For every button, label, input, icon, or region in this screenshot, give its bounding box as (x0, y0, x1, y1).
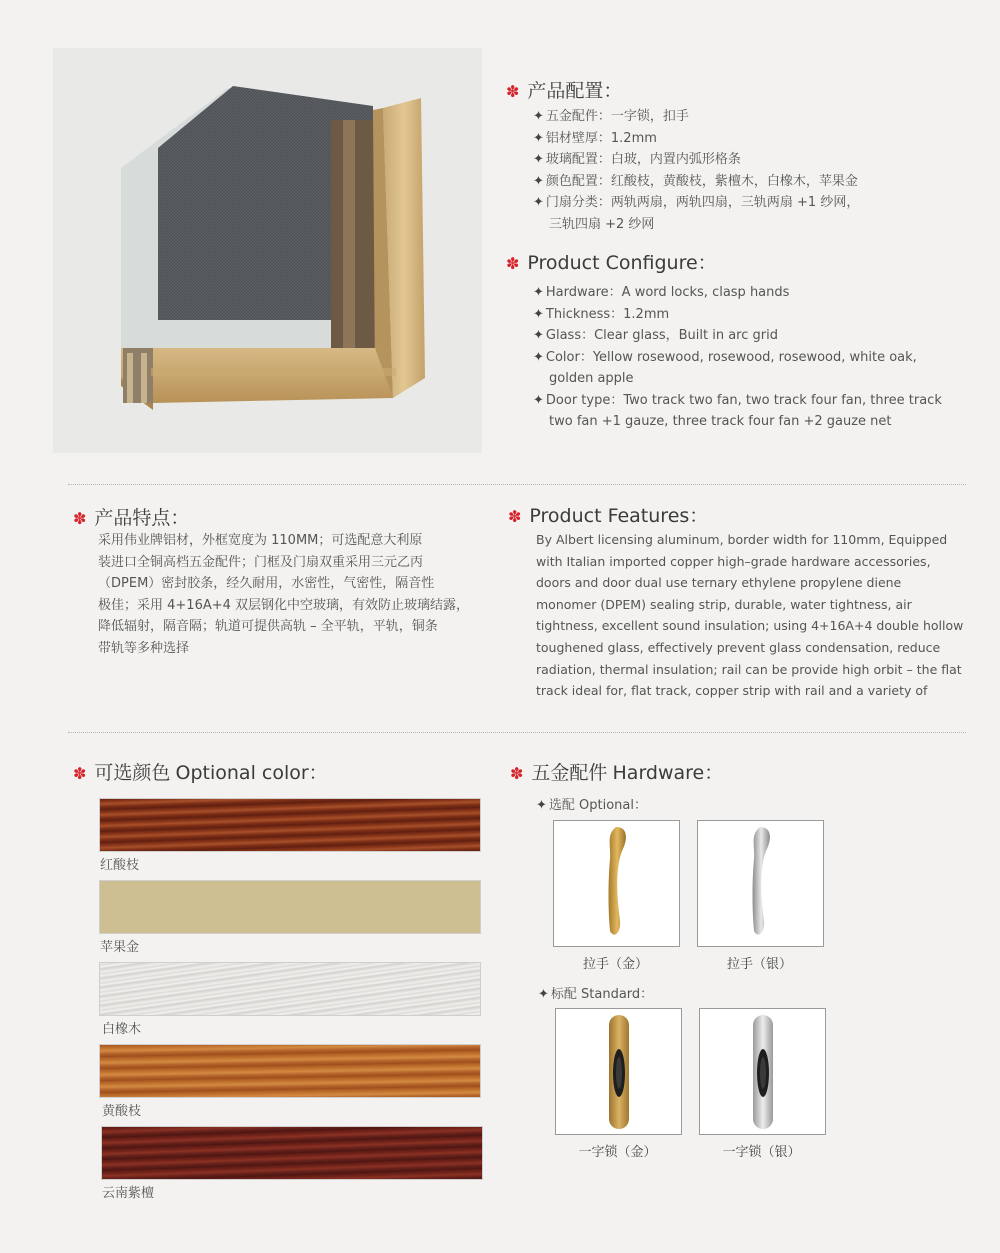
features-cn-title: 产品特点： (94, 507, 190, 529)
color-swatch-red-rosewood (99, 798, 481, 852)
bullet-icon: ✦ (536, 798, 547, 813)
pull-handle-silver-icon (698, 821, 823, 946)
divider (68, 732, 966, 733)
bullet-icon: ✦ (538, 987, 549, 1002)
features-en-body: By Albert licensing aluminum, border width for 110mm, Equipped with Italian imported copper high–grade hardware accessories, doors and door dual use ternary ethylene propylene diene monomer (DPEM) sealing strip, durable, water tightness, air tightness, excellent sound insulation; using 4+16A+4 double hollow toughened glass, effectively prevent glass condensation, reduce radiation, thermal insulation; rail can be provide high orbit – the flat track ideal for, flat track, copper strip with rail and a variety of (536, 532, 964, 699)
handle-gold-image (553, 820, 680, 947)
list-item: ✦ Color：Yellow rosewood, rosewood, rosewood, white oak, (533, 349, 917, 365)
lock-silver-icon (700, 1009, 825, 1134)
list-item-continuation: 三轨四扇 +2 纱网 (549, 216, 655, 232)
divider (68, 484, 966, 485)
colors-title-en: Optional color： (175, 762, 328, 784)
hardware-optional-label: ✦ 选配 Optional： (536, 798, 648, 813)
color-swatch-yunnan-rosewood (101, 1126, 483, 1180)
bullet-icon: ✦ (533, 195, 544, 210)
list-item: ✦ Glass：Clear glass，Built in arc grid (533, 328, 778, 343)
bullet-icon: ✦ (533, 349, 544, 365)
list-item: ✦ Thickness：1.2mm (533, 306, 670, 322)
config-cn-title: 产品配置： (527, 80, 623, 102)
lock-silver-caption: 一字锁（银） (722, 1145, 801, 1160)
bullet-icon: ✦ (533, 109, 544, 124)
lock-gold-image (555, 1008, 682, 1135)
config-en-heading (506, 248, 717, 275)
lock-gold-caption: 一字锁（金） (578, 1145, 657, 1160)
star-icon: ✽ (510, 764, 524, 783)
color-swatch-label: 云南紫檀 (102, 1186, 155, 1201)
star-icon: ✽ (508, 507, 522, 526)
config-en-title: Product Configure： (527, 252, 717, 274)
color-swatch-label: 红酸枝 (100, 858, 140, 873)
colors-heading (73, 758, 328, 785)
star-icon: ✽ (506, 254, 520, 273)
color-swatch-yellow-rosewood (99, 1044, 481, 1098)
list-item-continuation: golden apple (549, 371, 634, 386)
handle-gold-caption: 拉手（金） (582, 957, 648, 972)
config-cn-heading (506, 76, 622, 103)
color-swatch-label: 苹果金 (100, 940, 140, 955)
config-en-list (533, 282, 973, 433)
config-cn-list (533, 106, 973, 235)
list-item-continuation: two fan +1 gauze, three track four fan +2 gauze net (549, 414, 892, 429)
product-image (53, 48, 482, 453)
handle-silver-caption: 拉手（银） (726, 957, 792, 972)
color-swatch-white-oak (99, 962, 481, 1016)
window-frame-illustration (53, 48, 482, 453)
list-item: ✦ 五金配件：一字锁，扣手 (533, 109, 689, 124)
color-swatch-golden-apple (99, 880, 481, 934)
bullet-icon: ✦ (533, 328, 544, 343)
bullet-icon: ✦ (533, 392, 544, 408)
bullet-icon: ✦ (533, 130, 544, 146)
list-item: ✦ 铝材壁厚：1.2mm (533, 130, 657, 146)
features-en-heading (508, 501, 708, 528)
hardware-standard-label: ✦ 标配 Standard： (538, 987, 654, 1002)
list-item: ✦ Hardware：A word locks, clasp hands (533, 285, 790, 300)
star-icon: ✽ (73, 764, 87, 783)
star-icon: ✽ (73, 509, 87, 528)
hardware-title-cn: 五金配件 (531, 762, 608, 784)
hardware-heading (510, 758, 723, 785)
bullet-icon: ✦ (533, 306, 544, 322)
list-item: ✦ 门扇分类：两轨两扇，两轨四扇，三轨两扇 +1 纱网， (533, 195, 860, 210)
color-swatch-label: 白橡木 (102, 1022, 142, 1037)
handle-silver-image (697, 820, 824, 947)
lock-gold-icon (556, 1009, 681, 1134)
bullet-icon: ✦ (533, 173, 544, 189)
list-item: ✦ 玻璃配置：白玻，内置内弧形格条 (533, 152, 741, 167)
bullet-icon: ✦ (533, 285, 544, 300)
bullet-icon: ✦ (533, 152, 544, 167)
features-cn-heading (73, 503, 189, 530)
color-swatch-label: 黄酸枝 (102, 1104, 142, 1119)
pull-handle-gold-icon (554, 821, 679, 946)
features-en-title: Product Features： (529, 505, 709, 527)
list-item: ✦ 颜色配置：红酸枝，黄酸枝，紫檀木，白橡木，苹果金 (533, 173, 858, 189)
colors-title-cn: 可选颜色 (94, 762, 171, 784)
hardware-title-en: Hardware： (612, 762, 724, 784)
star-icon: ✽ (506, 82, 520, 101)
list-item: ✦ Door type：Two track two fan, two track four fan, three track (533, 392, 942, 408)
features-cn-body: 采用伟业牌铝材，外框宽度为 110MM；可选配意大利原 装进口全铜高档五金配件；门框及门扇双重采用三元乙丙 （DPEM）密封胶条，经久耐用，水密性，气密性，隔音性 极佳；采用 4+16A+4 双层钢化中空玻璃，有效防止玻璃结露， 降低辐射，隔音隔；轨道可提供高轨 – 全平轨，平轨，铜条 带轨等多种选择 (98, 533, 470, 656)
lock-silver-image (699, 1008, 826, 1135)
